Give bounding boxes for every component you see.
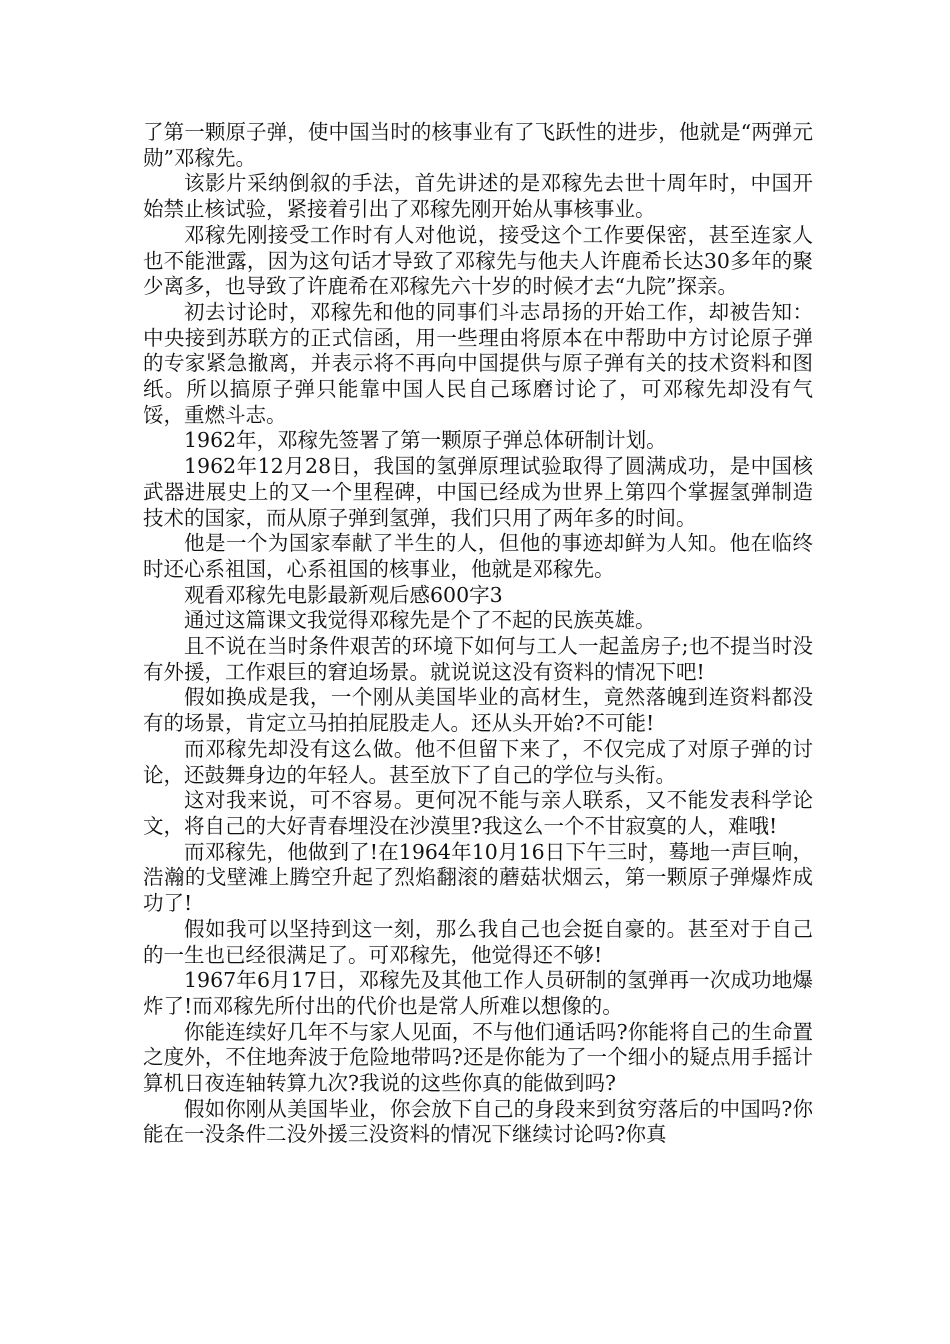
paragraph: 1962年，邓稼先签署了第一颗原子弹总体研制计划。 [184, 428, 667, 453]
paragraph: 邓稼先刚接受工作时有人对他说，接受这个工作要保密，甚至连家人也不能泄露，因为这句话才导致了邓稼先与他夫人许鹿希长达30多年的聚少离多，也导致了许鹿希在邓稼先六十岁的时候才去“九院”探亲。 [143, 222, 813, 299]
paragraph: 1962年12月28日，我国的氢弹原理试验取得了圆满成功，是中国核武器进展史上的又一个里程碑，中国已经成为世界上第四个掌握氢弹制造技术的国家，而从原子弹到氢弹，我们只用了两年多的时间。 [143, 454, 813, 530]
paragraph: 假如你刚从美国毕业，你会放下自己的身段来到贫穷落后的中国吗?你能在一没条件二没外援三没资料的情况下继续讨论吗?你真 [143, 1096, 813, 1147]
paragraph: 且不说在当时条件艰苦的环境下如何与工人一起盖房子;也不提当时没有外援，工作艰巨的窘迫场景。就说说这没有资料的情况下吧! [143, 634, 813, 684]
paragraph: 1967年6月17日，邓稼先及其他工作人员研制的氢弹再一次成功地爆炸了!而邓稼先所付出的代价也是常人所难以想像的。 [143, 968, 813, 1018]
paragraph: 通过这篇课文我觉得邓稼先是个了不起的民族英雄。 [184, 608, 656, 633]
paragraph: 了第一颗原子弹，使中国当时的核事业有了飞跃性的进步，他就是“两弹元勋”邓稼先。 [143, 120, 813, 170]
paragraph: 而邓稼先，他做到了!在1964年10月16日下午三时，蓦地一声巨响，浩瀚的戈壁滩上腾空升起了烈焰翻滚的蘑菇状烟云，第一颗原子弹爆炸成功了! [143, 839, 813, 916]
paragraph: 这对我来说，可不容易。更何况不能与亲人联系，又不能发表科学论文，将自己的大好青春埋没在沙漠里?我这么一个不甘寂寞的人，难哦! [143, 788, 813, 838]
paragraph: 观看邓稼先电影最新观后感600字3 [184, 582, 503, 607]
paragraph: 假如换成是我，一个刚从美国毕业的高材生，竟然落魄到连资料都没有的场景，肯定立马拍拍屁股走人。还从头开始?不可能! [143, 685, 813, 736]
paragraph: 他是一个为国家奉献了半生的人，但他的事迹却鲜为人知。他在临终时还心系祖国，心系祖国的核事业，他就是邓稼先。 [143, 531, 813, 581]
paragraph: 初去讨论时，邓稼先和他的同事们斗志昂扬的开始工作，却被告知：中央接到苏联方的正式信函，用一些理由将原本在中帮助中方讨论原子弹的专家紧急撤离，并表示将不再向中国提供与原子弹有关的技术资料和图纸。所以搞原子弹只能靠中国人民自己琢磨讨论了，可邓稼先却没有气馁，重燃斗志。 [143, 299, 813, 427]
document-body [143, 120, 813, 1148]
paragraph: 你能连续好几年不与家人见面，不与他们通话吗?你能将自己的生命置之度外，不住地奔波于危险地带吗?还是你能为了一个细小的疑点用手摇计算机日夜连轴转算九次?我说的这些你真的能做到吗? [143, 1019, 813, 1096]
paragraph: 假如我可以坚持到这一刻，那么我自己也会挺自豪的。甚至对于自己的一生也已经很满足了。可邓稼先，他觉得还不够! [143, 916, 813, 967]
paragraph: 该影片采纳倒叙的手法，首先讲述的是邓稼先去世十周年时，中国开始禁止核试验，紧接着引出了邓稼先刚开始从事核事业。 [143, 171, 813, 222]
paragraph: 而邓稼先却没有这么做。他不但留下来了，不仅完成了对原子弹的讨论，还鼓舞身边的年轻人。甚至放下了自己的学位与头衔。 [143, 736, 813, 787]
